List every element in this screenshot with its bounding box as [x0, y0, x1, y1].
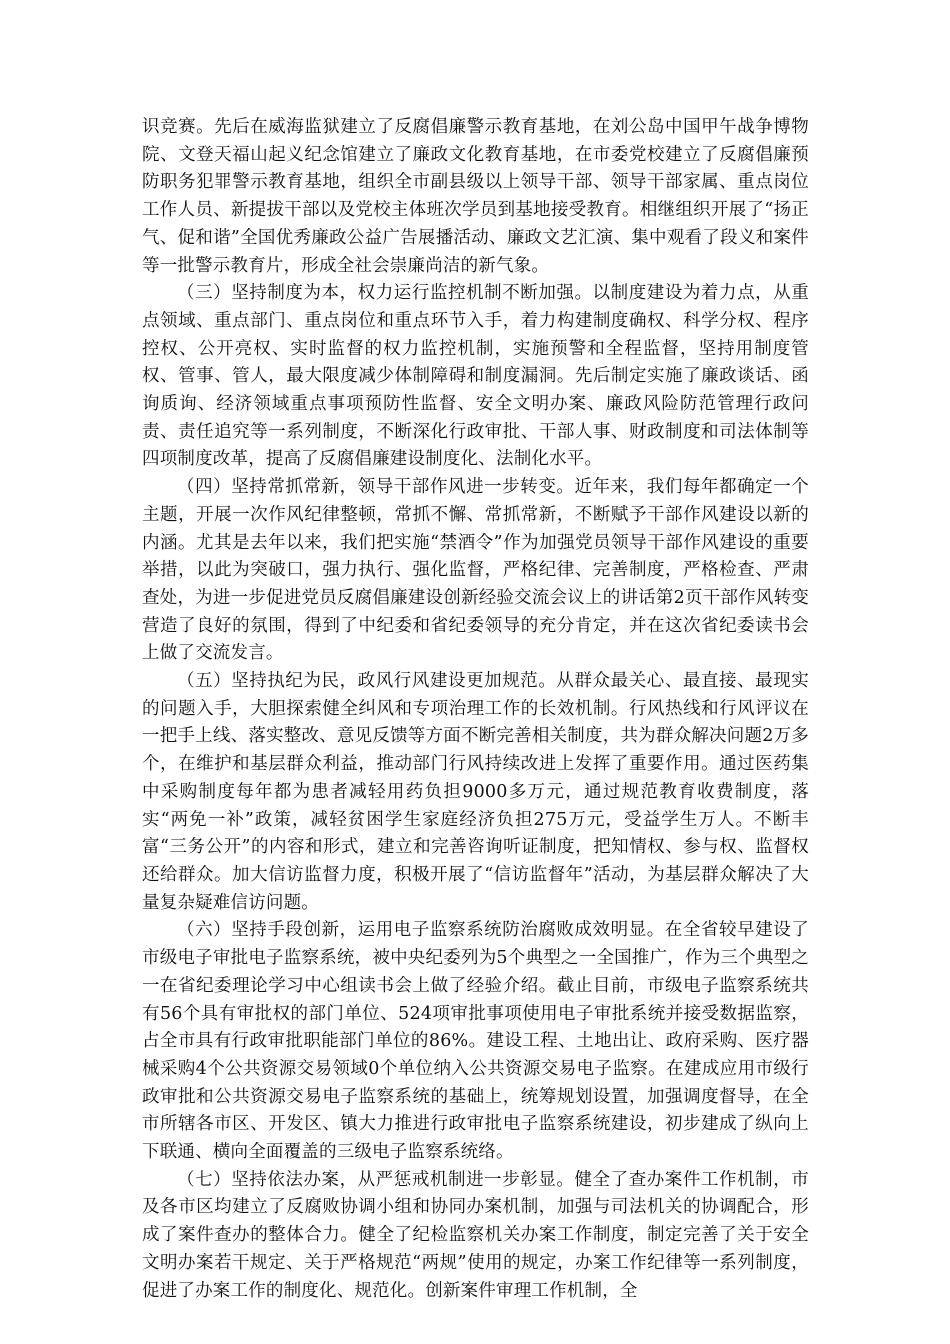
paragraph-continuation: 识竞赛。先后在威海监狱建立了反腐倡廉警示教育基地，在刘公岛中国甲午战争博物院、文登天福山起义纪念馆建立了廉政文化教育基地，在市委党校建立了反腐倡廉预防职务犯罪警示教育基地，组织全市副县级以上领导干部、领导干部家属、重点岗位工作人员、新提拔干部以及党校主体班次学员到基地接受教育。相继组织开展了“扬正气、促和谐”全国优秀廉政公益广告展播活动、廉政文艺汇演、集中观看了段义和案件等一批警示教育片，形成全社会崇廉尚洁的新气象。 — [142, 117, 809, 276]
paragraph-section-5: （五）坚持执纪为民，政风行风建设更加规范。从群众最关心、最直接、最现实的问题入手，大胆探索健全纠风和专项治理工作的长效机制。行风热线和行风评议在一把手上线、落实整改、意见反馈等方面不断完善相关制度，共为群众解决问题2万多个，在维护和基层群众利益，推动部门行风持续改进上发挥了重要作用。通过医药集中采购制度每年都为患者减轻用药负担9000多万元，通过规范教育收费制度，落实“两免一补”政策，减轻贫困学生家庭经济负担275万元，受益学生万人。不断丰富“三务公开”的内容和形式，建立和完善咨询听证制度，把知情权、参与权、监督权还给群众。加大信访监督力度，积极开展了“信访监督年”活动，为基层群众解决了大量复杂疑难信访问题。 — [142, 671, 809, 913]
paragraph-section-3: （三）坚持制度为本，权力运行监控机制不断加强。以制度建设为着力点，从重点领域、重点部门、重点岗位和重点环节入手，着力构建制度确权、科学分权、程序控权、公开亮权、实时监督的权力监控机制，实施预警和全程监督，坚持用制度管权、管事、管人，最大限度减少体制障碍和制度漏洞。先后制定实施了廉政谈话、函询质询、经济领域重点事项预防性监督、安全文明办案、廉政风险防范管理行政问责、责任追究等一系列制度，不断深化行政审批、干部人事、财政制度和司法体制等四项制度改革，提高了反腐倡廉建设制度化、法制化水平。 — [142, 283, 809, 470]
paragraph-section-7: （七）坚持依法办案，从严惩戒机制进一步彰显。健全了查办案件工作机制，市及各市区均建立了反腐败协调小组和协同办案机制，加强与司法机关的协调配合，形成了案件查办的整体合力。健全了纪检监察机关办案工作制度，制定完善了关于安全文明办案若干规定、关于严格规范“两规”使用的规定，办案工作纪律等一系列制度，促进了办案工作的制度化、规范化。创新案件审理工作机制，全 — [142, 1169, 809, 1301]
document-body — [142, 114, 809, 1305]
paragraph-section-4: （四）坚持常抓常新，领导干部作风进一步转变。近年来，我们每年都确定一个主题，开展一次作风纪律整顿，常抓不懈、常抓常新，不断赋予干部作风建设以新的内涵。尤其是去年以来，我们把实施“禁酒令”作为加强党员领导干部作风建设的重要举措，以此为突破口，强力执行、强化监督，严格纪律、完善制度，严格检查、严肃查处，为进一步促进党员反腐倡廉建设创新经验交流会议上的讲话第2页干部作风转变营造了良好的氛围，得到了中纪委和省纪委领导的充分肯定，并在这次省纪委读书会上做了交流发言。 — [142, 477, 809, 664]
paragraph-section-6: （六）坚持手段创新，运用电子监察系统防治腐败成效明显。在全省较早建设了市级电子审批电子监察系统，被中央纪委列为5个典型之一全国推广，作为三个典型之一在省纪委理论学习中心组读书会上做了经验介绍。截止目前，市级电子监察系统共有56个具有审批权的部门单位、524项审批事项使用电子审批系统并接受数据监察，占全市具有行政审批职能部门单位的86%。建设工程、土地出让、政府采购、医疗器械采购4个公共资源交易领域0个单位纳入公共资源交易电子监察。在建成应用市级行政审批和公共资源交易电子监察系统的基础上，统筹规划设置，加强调度督导，在全市所辖各市区、开发区、镇大力推进行政审批电子监察系统建设，初步建成了纵向上下联通、横向全面覆盖的三级电子监察系统络。 — [142, 920, 809, 1163]
